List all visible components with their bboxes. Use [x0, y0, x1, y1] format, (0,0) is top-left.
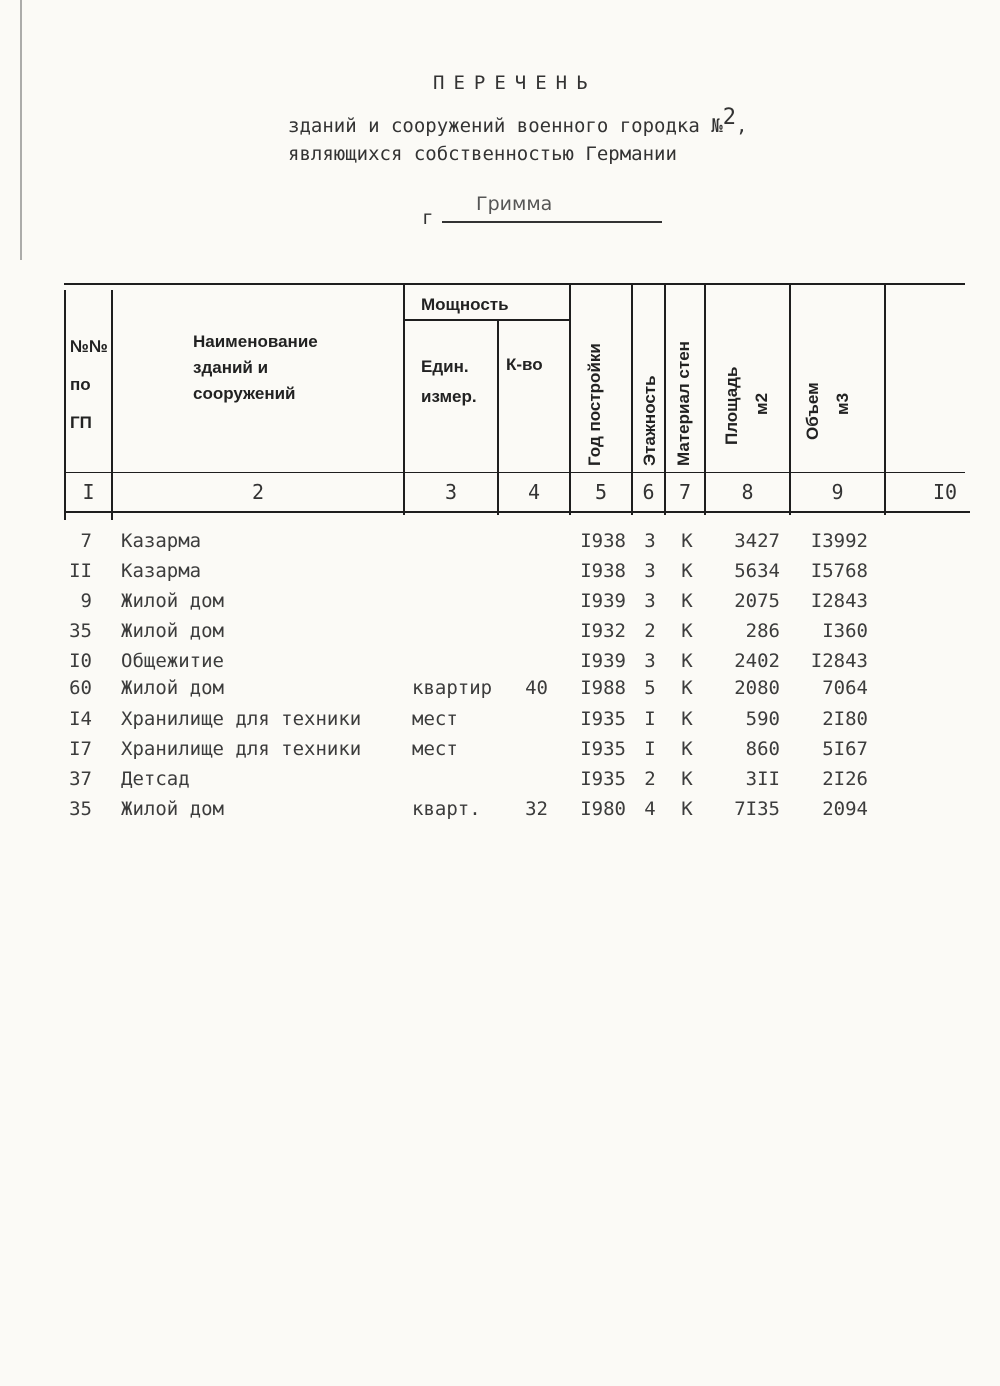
margin-line	[20, 0, 22, 260]
cell-unit: мест	[412, 738, 458, 760]
cell-material: К	[681, 768, 693, 790]
header-num-line: ГП	[70, 413, 92, 432]
cell-floors: 4	[644, 798, 656, 820]
cell-volume: 5I67	[822, 738, 868, 760]
col-number: I	[82, 480, 95, 504]
cell-name: Хранилище для техники	[121, 708, 362, 730]
header-unit	[421, 354, 477, 410]
cell-no: I4	[69, 708, 92, 730]
table-top-border	[64, 283, 965, 285]
cell-volume: I5768	[810, 560, 868, 582]
header-num-line: по	[70, 375, 91, 394]
cell-floors: 2	[644, 620, 656, 642]
cell-volume: I2843	[810, 650, 868, 672]
table-row	[0, 560, 1000, 590]
cell-year: I939	[580, 650, 626, 672]
header-floors: Этажность	[640, 375, 659, 466]
cell-no: 9	[80, 590, 92, 612]
cell-area: 860	[745, 738, 780, 760]
cell-area: 7I35	[734, 798, 780, 820]
cell-volume: 2I80	[822, 708, 868, 730]
cell-no: I0	[69, 650, 92, 672]
cell-name: Жилой дом	[121, 677, 224, 699]
cell-unit: квартир	[412, 677, 493, 699]
cell-name: Хранилище для техники	[121, 738, 362, 760]
cell-no: II	[69, 560, 92, 582]
cell-volume: 7064	[822, 677, 868, 699]
header-num-line: №№	[70, 337, 108, 356]
cell-name: Общежитие	[121, 650, 224, 672]
header-num	[70, 335, 108, 435]
cell-volume: I3992	[810, 530, 868, 552]
col-number: 8	[741, 480, 754, 504]
cell-no: 35	[69, 798, 92, 820]
header-qty: К-во	[506, 355, 543, 374]
cell-name: Детсад	[121, 768, 190, 790]
cell-year: I938	[580, 560, 626, 582]
cell-name: Жилой дом	[121, 620, 224, 642]
header-name-line: сооружений	[193, 384, 296, 403]
col-number: 3	[444, 480, 458, 504]
cell-material: К	[681, 590, 693, 612]
cell-floors: 2	[644, 768, 656, 790]
document-subtitle-line1	[288, 105, 748, 138]
cell-area: 5634	[734, 560, 780, 582]
header-power: Мощность	[421, 295, 509, 314]
document-title: ПЕРЕЧЕНЬ	[433, 72, 597, 94]
header-unit-line: измер.	[421, 387, 477, 406]
table-row	[0, 738, 1000, 768]
cell-material: К	[681, 650, 693, 672]
header-area: Площадь	[722, 366, 741, 445]
table-bottom-border	[64, 511, 970, 513]
cell-volume: I360	[822, 620, 868, 642]
document-subtitle-line2: являющихся собственностью Германии	[288, 143, 677, 165]
cell-qty: 40	[525, 677, 548, 699]
cell-volume: I2843	[810, 590, 868, 612]
table-row	[0, 620, 1000, 650]
cell-name: Жилой дом	[121, 590, 224, 612]
cell-area: 2080	[734, 677, 780, 699]
cell-unit: кварт.	[412, 798, 481, 820]
table-row	[0, 798, 1000, 828]
header-volume-unit: м3	[833, 392, 852, 415]
cell-material: К	[681, 560, 693, 582]
cell-no: 7	[80, 530, 92, 552]
cell-volume: 2I26	[822, 768, 868, 790]
table-row	[0, 590, 1000, 620]
cell-year: I938	[580, 530, 626, 552]
table-row	[0, 768, 1000, 798]
cell-material: К	[681, 708, 693, 730]
cell-name: Казарма	[121, 560, 202, 582]
cell-area: 3427	[734, 530, 780, 552]
header-unit-line: Един.	[421, 357, 469, 376]
cell-area: 2402	[734, 650, 780, 672]
header-name	[193, 329, 318, 407]
col-number: 6	[642, 480, 655, 504]
cell-material: К	[681, 530, 693, 552]
cell-year: I980	[580, 798, 626, 820]
table-row	[0, 530, 1000, 560]
cell-floors: 3	[644, 650, 656, 672]
header-area-unit: м2	[752, 392, 771, 415]
cell-area: 590	[745, 708, 780, 730]
cell-year: I935	[580, 738, 626, 760]
cell-no: 35	[69, 620, 92, 642]
col-number: 5	[594, 480, 608, 504]
table-row	[0, 677, 1000, 707]
table-row	[0, 650, 1000, 680]
cell-floors: I	[644, 738, 656, 760]
cell-name: Жилой дом	[121, 798, 224, 820]
cell-no: I7	[69, 738, 92, 760]
cell-year: I932	[580, 620, 626, 642]
cell-volume: 2094	[822, 798, 868, 820]
table-row	[0, 708, 1000, 738]
cell-no: 60	[69, 677, 92, 699]
cell-area: 2075	[734, 590, 780, 612]
header-name-line: зданий и	[193, 358, 269, 377]
cell-material: К	[681, 738, 693, 760]
cell-floors: 5	[644, 677, 656, 699]
header-name-line: Наименование	[193, 332, 318, 351]
table-header-divider	[64, 472, 965, 473]
col-number: 9	[831, 480, 844, 504]
col-number: 4	[527, 480, 541, 504]
cell-year: I935	[580, 708, 626, 730]
town-number: 2	[722, 105, 736, 130]
subtitle-comma: ,	[735, 115, 748, 137]
col-number: 7	[678, 480, 692, 504]
header-volume: Объем	[803, 382, 822, 440]
cell-material: К	[681, 620, 693, 642]
header-year: Год постройки	[585, 343, 604, 466]
cell-floors: I	[644, 708, 656, 730]
header-material: Материал стен	[674, 341, 693, 466]
cell-area: 3II	[745, 768, 780, 790]
cell-name: Казарма	[121, 530, 202, 552]
cell-floors: 3	[644, 590, 656, 612]
cell-unit: мест	[412, 708, 458, 730]
cell-no: 37	[69, 768, 92, 790]
cell-area: 286	[745, 620, 780, 642]
col-number: 2	[251, 480, 265, 504]
city-underline	[442, 221, 662, 223]
power-divider	[404, 319, 570, 321]
city-name: Гримма	[476, 193, 553, 215]
cell-year: I939	[580, 590, 626, 612]
cell-qty: 32	[525, 798, 548, 820]
city-prefix: г	[422, 207, 434, 229]
subtitle-text: зданий и сооружений военного городка №	[288, 115, 723, 137]
cell-material: К	[681, 798, 693, 820]
cell-material: К	[681, 677, 693, 699]
cell-floors: 3	[644, 560, 656, 582]
cell-year: I988	[580, 677, 626, 699]
cell-year: I935	[580, 768, 626, 790]
cell-floors: 3	[644, 530, 656, 552]
col-number: I0	[932, 480, 958, 504]
